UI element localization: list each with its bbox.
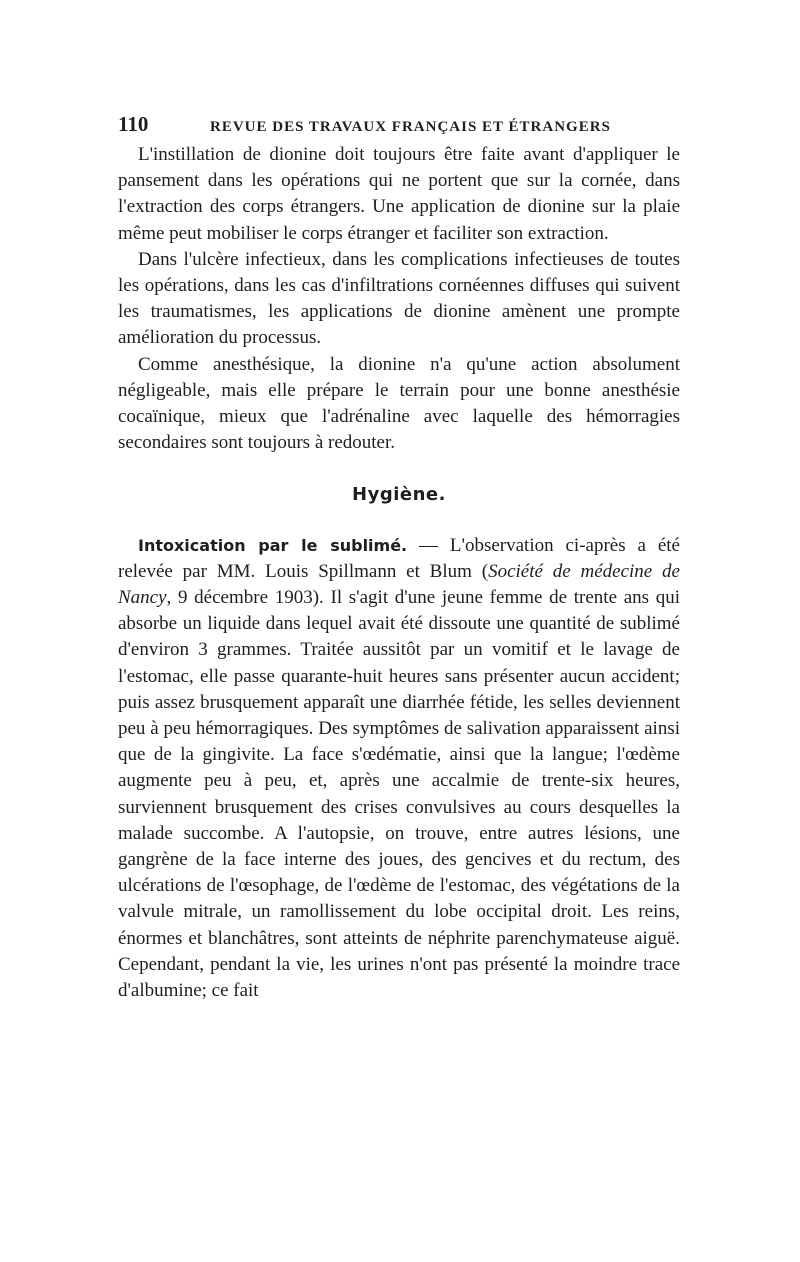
paragraph-dionine-instillation: L'instillation de dionine doit toujours être faite avant d'appliquer le pansement dans les opérations qui ne portent que sur la cornée, dans l'extraction des corps étrangers. Une application de dionine sur la plaie même peut mobiliser le corps étranger et faciliter son extraction. — [118, 144, 680, 244]
running-head: REVUE DES TRAVAUX FRANÇAIS ET ÉTRANGERS — [210, 119, 611, 135]
paragraph-anesthetic: Comme anesthésique, la dionine n'a qu'une action absolument négligeable, mais elle prépare le terrain pour une bonne anesthésie cocaïnique, mieux que l'adrénaline avec laquelle des hémorragies secondaires sont toujours à redouter. — [118, 353, 680, 454]
book-page — [118, 112, 680, 1004]
article-intro: — L'observation ci-après a été relevée par MM. Louis Spillmann et Blum ( — [118, 534, 680, 582]
paragraph-infectious-ulcer: Dans l'ulcère infectieux, dans les complications infectieuses de toutes les opérations, dans les cas d'infiltrations cornéennes diffuses qui suivent les traumatismes, les applications de dionine amènent une prompte amélioration du processus. — [118, 248, 680, 349]
article-run-in-title: Intoxication par le sublimé. — [138, 535, 408, 555]
page-header — [118, 112, 680, 142]
article-citation: Société de médecine de Nancy — [118, 560, 680, 609]
article-body: , 9 décembre 1903). Il s'agit d'une jeune femme de trente ans qui absorbe un liquide dans lequel avait été dissoute une quantité de sublimé d'environ 3 grammes. Traitée aussitôt par un vomitif et le lavage de l'estomac, elle passe quarante-huit heures sans présenter aucun accident; puis assez brusquement apparaît une diarrhée fétide, les selles deviennent peu à peu hémorragiques. Des symptômes de salivation apparaissent ainsi que de la gingivite. La face s'œdématie, ainsi que la langue; l'œdème augmente peu à peu, et, après une accalmie de trente-six heures, surviennent brusquement des crises convulsives au cours desquelles la malade succombe. A l'autopsie, on trouve, entre autres lésions, une gangrène de la face interne des joues, des gencives et du rectum, des ulcérations de l'œsophage, de l'œdème de l'estomac, des végétations de la valvule mitrale, un ramollissement du lobe occipital droit. Les reins, énormes et blanchâtres, sont atteints de néphrite parenchymateuse aiguë. Cependant, pendant la vie, les urines n'ont pas présenté la moindre trace d'albumine; ce fait — [118, 587, 680, 1002]
section-title: Hygiène. — [352, 484, 446, 506]
article-paragraph — [118, 533, 680, 1005]
page-number: 110 — [118, 112, 149, 136]
body-text — [118, 142, 680, 1004]
